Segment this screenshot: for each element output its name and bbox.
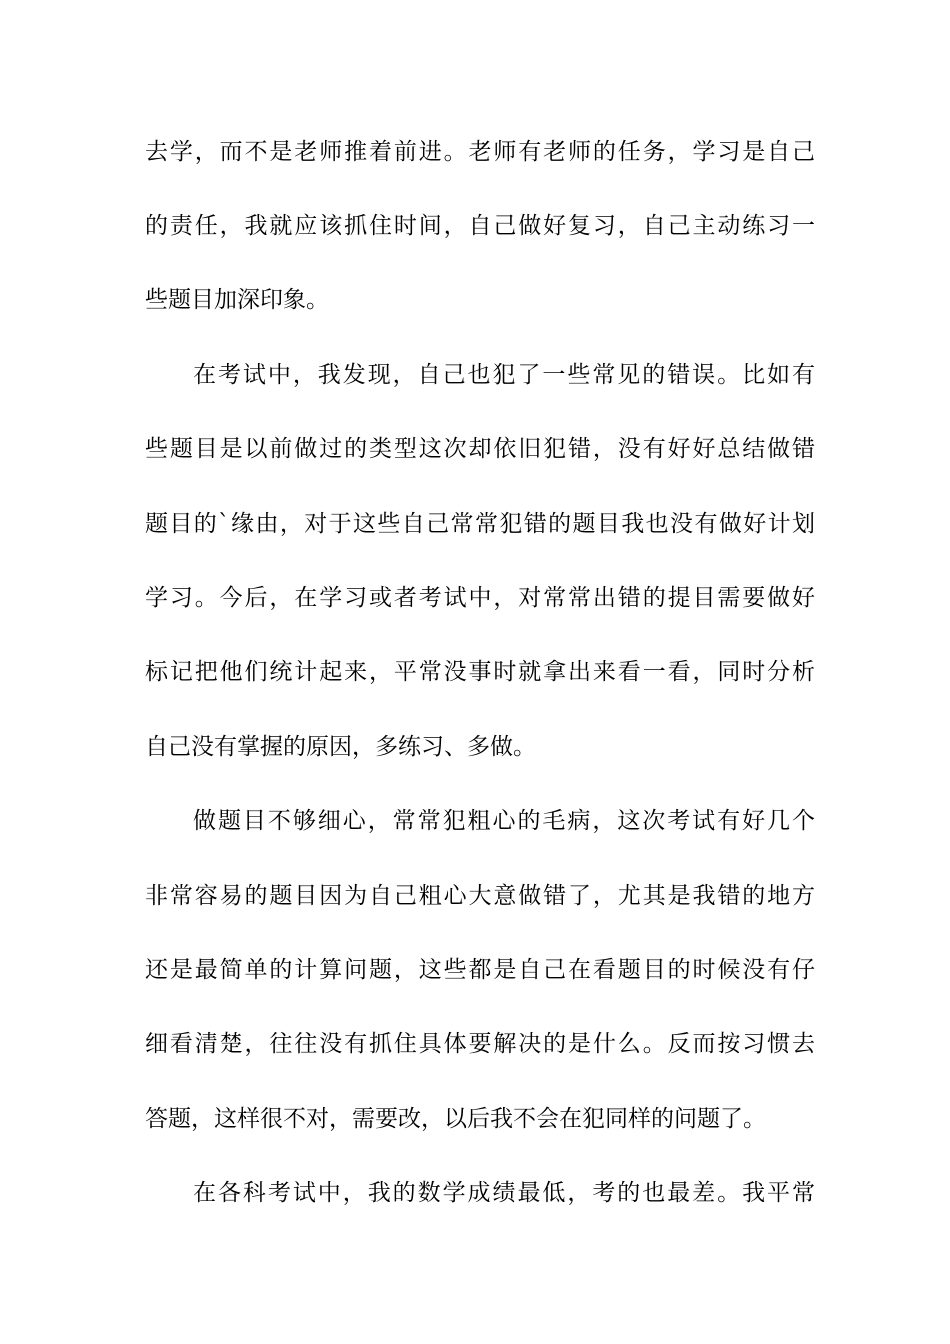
- text-line: 标记把他们统计起来，平常没事时就拿出来看一看，同时分析: [145, 659, 815, 685]
- text-line: 学习。今后，在学习或者考试中，对常常出错的提目需要做好: [145, 585, 815, 611]
- paragraph-first-line: 在各科考试中，我的数学成绩最低，考的也最差。我平常: [193, 1180, 815, 1206]
- text-line: 答题，这样很不对，需要改，以后我不会在犯同样的问题了。: [145, 1106, 766, 1132]
- text-line: 自己没有掌握的原因，多练习、多做。: [145, 734, 536, 760]
- text-line: 去学，而不是老师推着前进。老师有老师的任务，学习是自己: [145, 139, 815, 165]
- text-line: 的责任，我就应该抓住时间，自己做好复习，自己主动练习一: [145, 213, 815, 239]
- text-line: 些题目加深印象。: [145, 287, 329, 313]
- paragraph-first-line: 做题目不够细心，常常犯粗心的毛病，这次考试有好几个: [193, 808, 815, 834]
- text-line: 题目的`缘由，对于这些自己常常犯错的题目我也没有做好计划: [145, 511, 815, 537]
- text-line: 还是最简单的计算问题，这些都是自己在看题目的时候没有仔: [145, 957, 815, 983]
- text-line: 非常容易的题目因为自己粗心大意做错了，尤其是我错的地方: [145, 883, 815, 909]
- text-line: 些题目是以前做过的类型这次却依旧犯错，没有好好总结做错: [145, 436, 815, 462]
- paragraph-first-line: 在考试中，我发现，自己也犯了一些常见的错误。比如有: [193, 362, 815, 388]
- text-line: 细看清楚，往往没有抓住具体要解决的是什么。反而按习惯去: [145, 1031, 815, 1057]
